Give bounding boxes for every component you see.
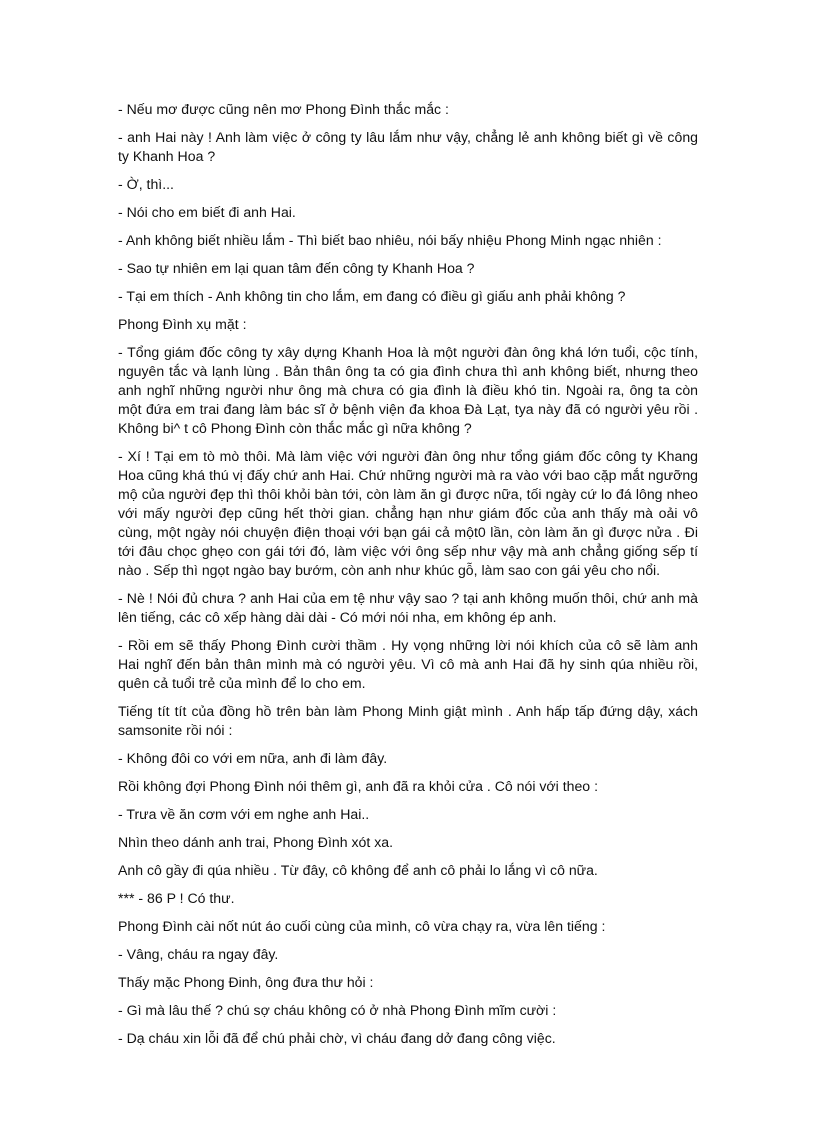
paragraph: Rồi không đợi Phong Đình nói thêm gì, anh đã ra khỏi cửa . Cô nói với theo : xyxy=(118,778,598,794)
paragraph: - Tại em thích - Anh không tin cho lắm, em đang có điều gì giấu anh phải không ? xyxy=(118,288,626,304)
paragraph: - Anh không biết nhiều lắm - Thì biết bao nhiêu, nói bấy nhiệu Phong Minh ngạc nhiên : xyxy=(118,232,662,248)
paragraph: - anh Hai này ! Anh làm việc ở công ty lâu lắm như vậy, chẳng lẻ anh không biết gì về công ty Khanh Hoa ? xyxy=(118,129,698,164)
paragraph: - Dạ cháu xin lỗi đã để chú phải chờ, vì cháu đang dở đang công việc. xyxy=(118,1030,556,1046)
paragraph: - Rồi em sẽ thấy Phong Đình cười thầm . Hy vọng những lời nói khích của cô sẽ làm anh Hai nghĩ đến bản thân mình mà có người yêu. Vì cô mà anh Hai đã hy sinh qúa nhiều rồi, quên cả tuổi trẻ của mình để lo cho em. xyxy=(118,637,698,691)
paragraph: Phong Đình xụ mặt : xyxy=(118,316,247,332)
paragraph: - Xí ! Tại em tò mò thôi. Mà làm việc với người đàn ông như tổng giám đốc công ty Khang Hoa cũng khá thú vị đấy chứ anh Hai. Chứ những người mà ra vào với bao cặp mắt ngưỡng mộ của người đẹp thì thôi khỏi bàn tới, còn làm ăn gì được nữa, tối ngày cứ lo đá lông nheo với mấy người đẹp cũng hết thời gian. chẳng hạn như giám đốc của anh thấy mà oải vô cùng, một ngày nói chuyện điện thoại với bạn gái cả một0 lần, còn làm ăn gì được nửa . Đi tới đâu chọc ghẹo con gái tới đó, làm việc với ông sếp như vậy mà anh chẳng giống sếp tí nào . Sếp thì ngọt ngào bay bướm, còn anh như khúc gỗ, làm sao con gái yêu cho nổi. xyxy=(118,448,698,578)
paragraph: - Nè ! Nói đủ chưa ? anh Hai của em tệ như vậy sao ? tại anh không muốn thôi, chứ anh mà lên tiếng, các cô xếp hàng dài dài - Có mới nói nha, em không ép anh. xyxy=(118,590,698,625)
paragraph: Phong Đình cài nốt nút áo cuối cùng của mình, cô vừa chạy ra, vừa lên tiếng : xyxy=(118,918,606,934)
paragraph: - Vâng, cháu ra ngay đây. xyxy=(118,946,279,962)
paragraph: - Không đôi co với em nữa, anh đi làm đây. xyxy=(118,750,388,766)
paragraph: Tiếng tít tít của đồng hồ trên bàn làm Phong Minh giật mình . Anh hấp tấp đứng dậy, xách samsonite rồi nói : xyxy=(118,703,698,738)
paragraph: *** - 86 P ! Có thư. xyxy=(118,890,235,906)
paragraph: Thấy mặc Phong Đinh, ông đưa thư hỏi : xyxy=(118,974,374,990)
paragraph: - Ờ, thì... xyxy=(118,176,174,192)
paragraph: - Gì mà lâu thế ? chú sợ cháu không có ở nhà Phong Đình mĩm cười : xyxy=(118,1002,557,1018)
document-page xyxy=(118,100,698,1057)
paragraph: - Sao tự nhiên em lại quan tâm đến công ty Khanh Hoa ? xyxy=(118,260,475,276)
paragraph: Anh cô gầy đi qúa nhiều . Từ đây, cô không để anh cô phải lo lắng vì cô nữa. xyxy=(118,862,598,878)
paragraph: - Tổng giám đốc công ty xây dựng Khanh Hoa là một người đàn ông khá lớn tuổi, cộc tính, nguyên tắc và lạnh lùng . Bản thân ông ta có gia đình chưa thì anh không biết, nhưng theo anh nghĩ những người như ông mà chưa có gia đình là điều khó tin. Ngoài ra, ông ta còn một đứa em trai đang làm bác sĩ ở bệnh viện đa khoa Đà Lạt, tya này đã có người yêu rồi . Không bi^ t cô Phong Đình còn thắc mắc gì nữa không ? xyxy=(118,344,698,436)
paragraph: Nhìn theo dánh anh trai, Phong Đình xót xa. xyxy=(118,834,394,850)
paragraph: - Trưa về ăn cơm với em nghe anh Hai.. xyxy=(118,806,370,822)
paragraph: - Nếu mơ được cũng nên mơ Phong Đình thắc mắc : xyxy=(118,101,449,117)
paragraph: - Nói cho em biết đi anh Hai. xyxy=(118,204,296,220)
